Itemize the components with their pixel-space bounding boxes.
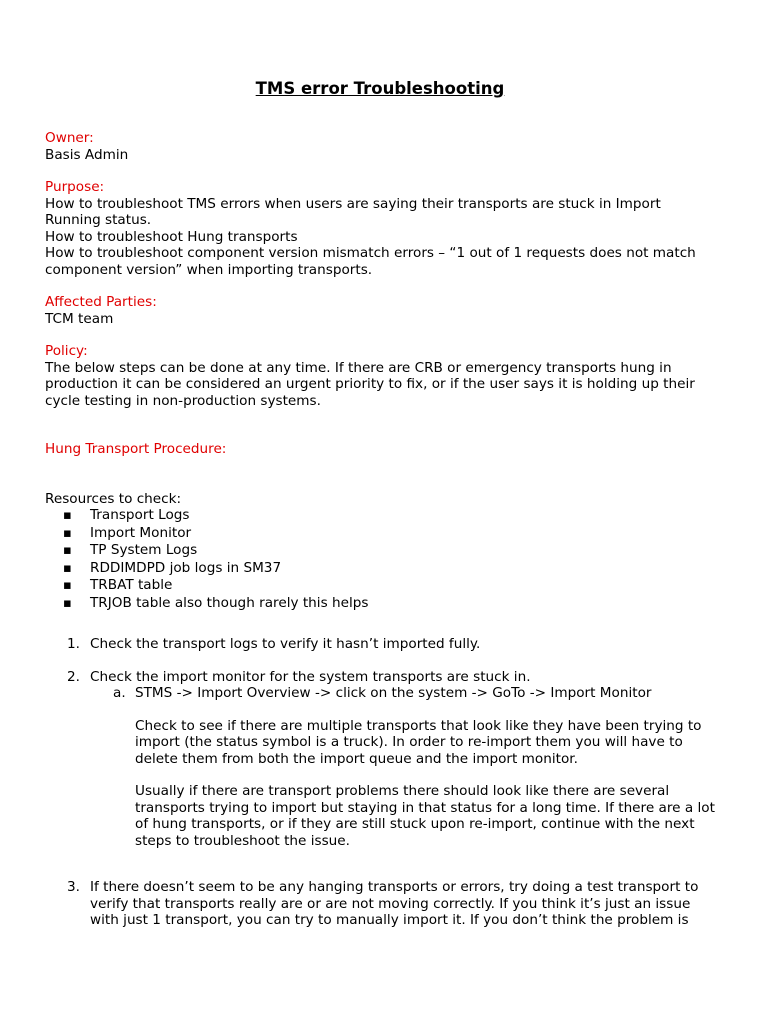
list-item: ▪ RDDIMDPD job logs in SM37 (63, 560, 715, 578)
purpose-line: How to troubleshoot Hung transports (45, 228, 298, 245)
owner-section (45, 130, 715, 163)
step-text: If there doesn’t seem to be any hanging transports or errors, try doing a test transport to verify that transports really are or are not moving correctly. If you think it’s just an issue with just 1 transport, you can try to manually import it. If you don’t think the problem is (90, 879, 699, 928)
affected-value: TCM team (45, 310, 114, 327)
sub-step-paragraph: Check to see if there are multiple transports that look like they have been trying to import (the status symbol is a truck). In order to re-import them you will have to delete them from both the import queue and the import monitor. (135, 717, 702, 767)
step-item (45, 669, 715, 850)
purpose-line: How to troubleshoot TMS errors when users are saying their transports are stuck in Import Running status. (45, 195, 661, 228)
list-item: ▪ TP System Logs (63, 542, 715, 560)
step-item (45, 636, 715, 653)
sub-step-paragraph: Usually if there are transport problems there should look like there are several transports trying to import but staying in that status for a long time. If there are a lot of hung transports, or if they are still stuck upon re-import, continue with the next steps to troubleshoot the issue. (135, 783, 715, 849)
purpose-section (45, 179, 715, 278)
sub-step-letter: a. (113, 685, 126, 701)
purpose-label: Purpose: (45, 179, 105, 195)
list-item: ▪ Transport Logs (63, 507, 715, 525)
procedure-steps (45, 636, 715, 929)
list-item: ▪ TRBAT table (63, 577, 715, 595)
step-number: 1. (67, 636, 80, 652)
resources-intro: Resources to check: (45, 490, 182, 507)
resources-list (45, 507, 715, 612)
step-item (45, 879, 715, 929)
policy-text: The below steps can be done at any time. If there are CRB or emergency transports hung in production it can be considered an urgent priority to fix, or if the user says it is holding up their cycle testing in non-production systems. (45, 359, 695, 409)
document-page (45, 78, 715, 945)
policy-section (45, 343, 715, 409)
affected-label: Affected Parties: (45, 294, 157, 310)
sub-step (45, 685, 715, 849)
affected-section (45, 294, 715, 327)
list-item: ▪ Import Monitor (63, 525, 715, 543)
owner-value: Basis Admin (45, 146, 129, 163)
purpose-line: How to troubleshoot component version mismatch errors – “1 out of 1 requests does not match component version” when importing transports. (45, 245, 696, 278)
step-number: 2. (67, 668, 80, 685)
owner-label: Owner: (45, 130, 94, 146)
step-text: Check the import monitor for the system transports are stuck in. (90, 668, 531, 685)
sub-step-text: STMS -> Import Overview -> click on the system -> GoTo -> Import Monitor (135, 685, 652, 701)
policy-label: Policy: (45, 343, 88, 359)
document-title: TMS error Troubleshooting (255, 79, 505, 98)
list-item: ▪ TRJOB table also though rarely this helps (63, 595, 715, 613)
step-number: 3. (67, 879, 80, 895)
step-text: Check the transport logs to verify it hasn’t imported fully. (90, 636, 481, 652)
procedure-heading: Hung Transport Procedure: (45, 441, 227, 457)
